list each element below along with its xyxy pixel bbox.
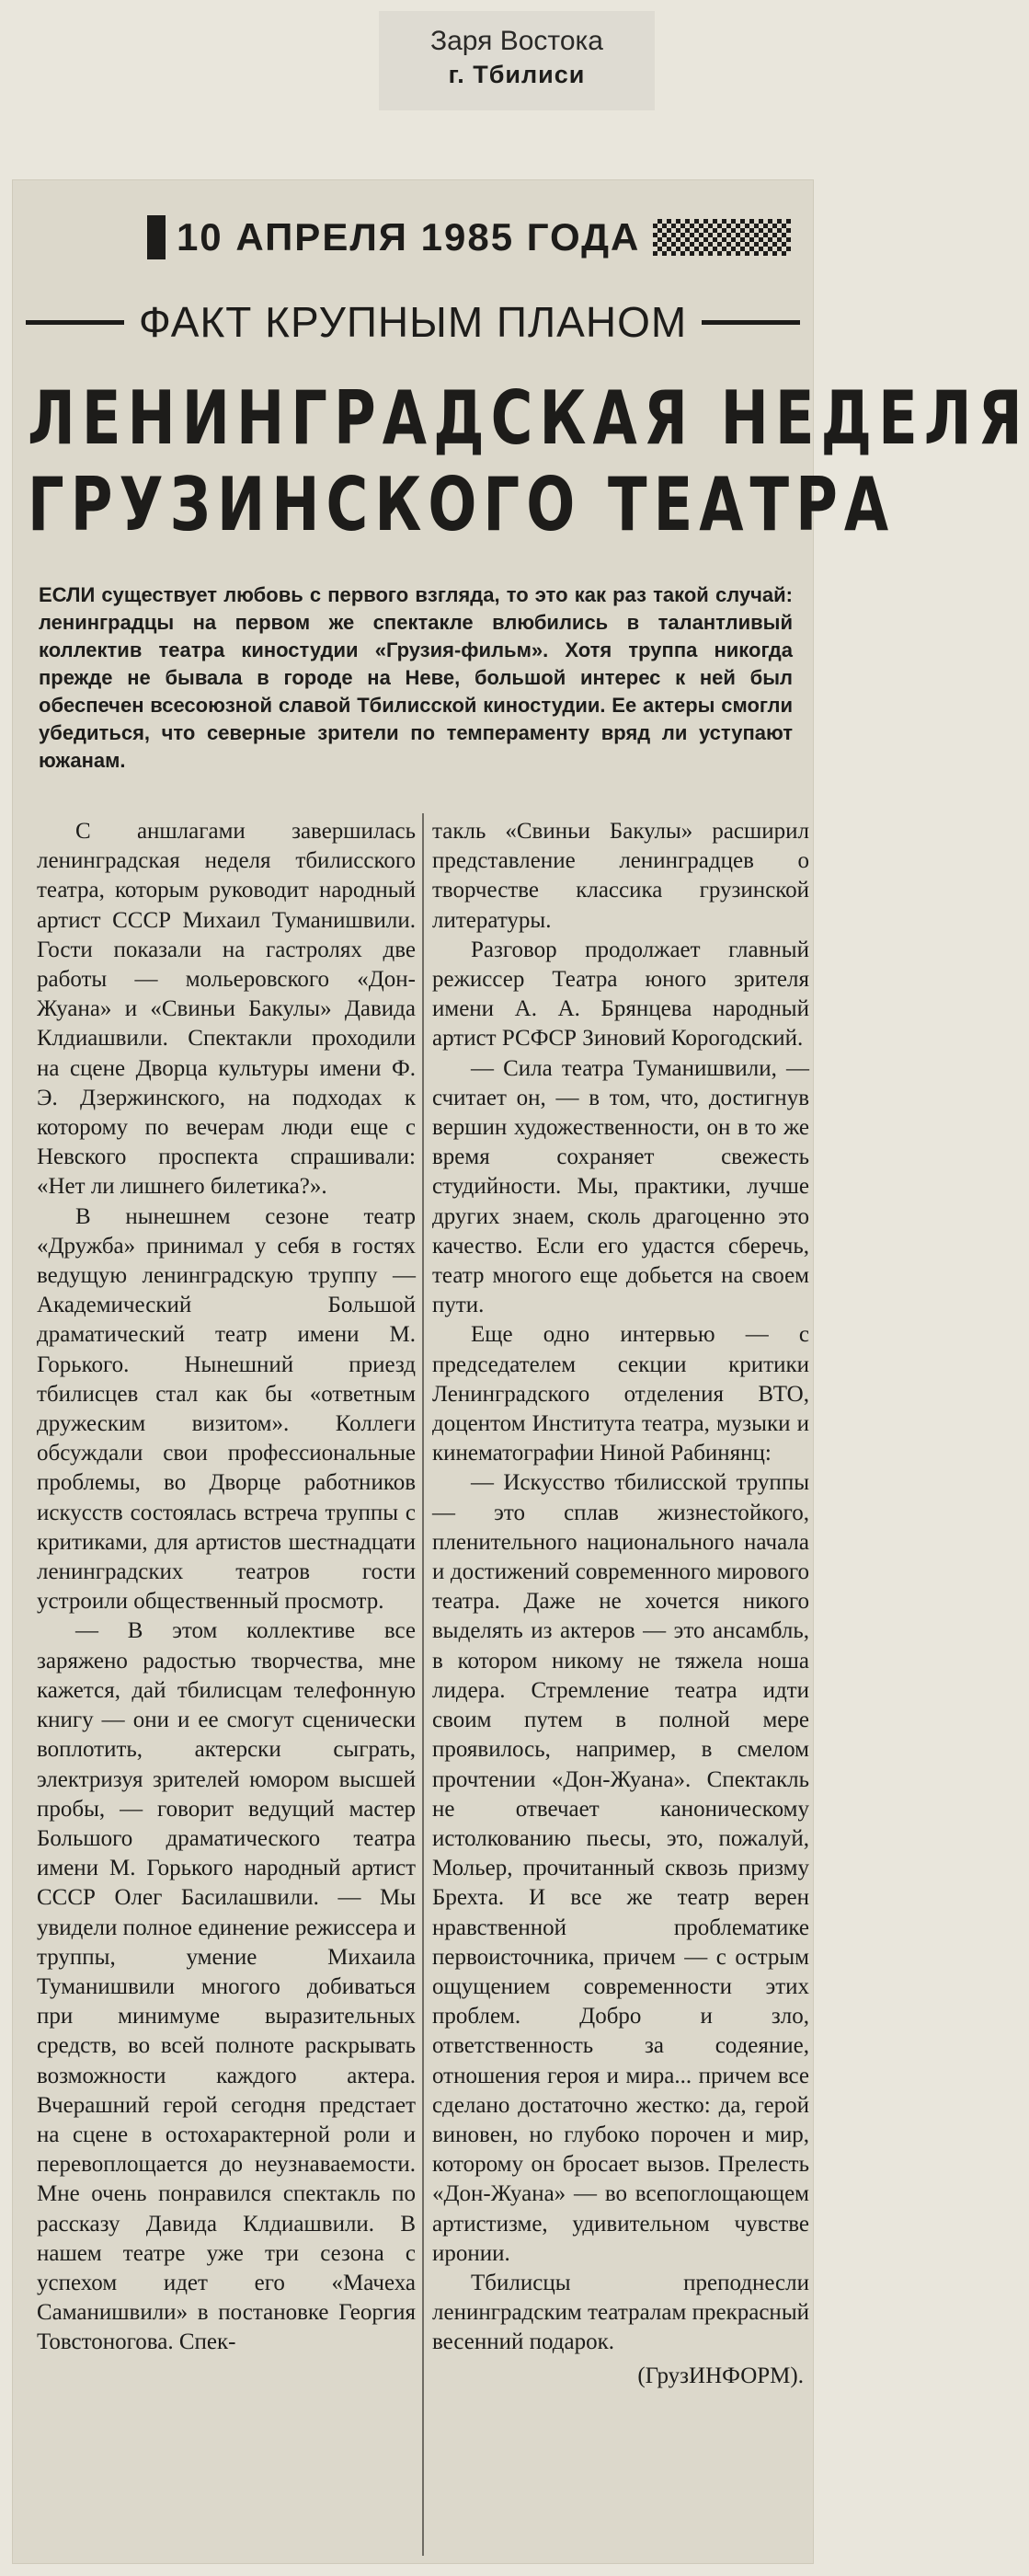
paragraph: — В этом коллективе все заряжено радостью творчества, мне кажется, дай тбилисцам телефонную книгу — они и ее смогут сценически воплотить, актерски сыграть, электризуя зрителей юмором высшей пробы, — говорит ведущий мастер Большого драматического театра имени М. Горького народный артист СССР Олег Басилашвили. — Мы увидели полное единение режиссера и труппы, умение Михаила Туманишвили многого добиваться при минимуме выразительных средств, во всей полноте раскрывать возможности каждого актера. Вчерашний герой сегодня предстает на сцене в остохарактерной роли и перевоплощается до неузнаваемости. Мне очень понравился спектакль по рассказу Давида Клдиашвили. В нашем театре уже три сезона с успехом идет его «Мачеха Саманишвили» в постановке Георгия Товстоногова. Спек- <box>37 1618 416 2355</box>
left-column <box>37 817 416 2358</box>
date-bar-ornament <box>147 215 166 259</box>
headline-line-2: ГРУЗИНСКОГО ТЕАТРА <box>28 462 896 548</box>
issue-date: 10 АПРЕЛЯ 1985 ГОДА <box>176 215 641 259</box>
stamp-city: г. Тбилиси <box>448 61 586 88</box>
column-divider <box>422 813 424 2556</box>
rubric-rule-right <box>702 320 800 325</box>
right-column <box>432 817 809 2391</box>
paragraph: Еще одно интервью — с председателем секции критики Ленинградского отделения ВТО, доцентом Института театра, музыки и кинематографии Ниной Рабинянц: <box>432 1322 809 1466</box>
paragraph: Разговор продолжает главный режиссер Театра юного зрителя имени А. А. Брянцева народный артист РСФСР Зиновий Корогодский. <box>432 937 809 1052</box>
headline-line-1: ЛЕНИНГРАДСКАЯ НЕДЕЛЯ <box>28 375 1029 461</box>
stamp-newspaper-name: Заря Востока <box>430 26 603 56</box>
archive-stamp <box>379 11 655 110</box>
rubric-rule-left <box>26 320 124 325</box>
news-agency-signature: (ГрузИНФОРМ). <box>637 2363 804 2388</box>
rubric <box>26 296 800 348</box>
checker-ornament <box>653 219 791 256</box>
paragraph: — Искусство тбилисской труппы — это сплав жизнестойкого, пленительного национального начала и достижений современного мирового театра. Даже не хочется никого выделять из актеров — это ансамбль, в котором никому не тяжела ноша лидера. Стремление театра идти своим путем в полной мере проявилось, например, в смелом прочтении «Дон-Жуана». Спектакль не отвечает каноническому истолкованию пьесы, это, пожалуй, Мольер, прочитанный сквозь призму Брехта. И все же театр верен нравственной проблематике первоисточника, причем — с острым ощущением современности этих проблем. Добро и зло, ответственность за содеяние, отношения героя и мира... причем все сделано достаточно жестко: да, герой виновен, но глубоко порочен и мир, которому он бросает вызов. Прелесть «Дон-Жуана» — во всепоглощающем артистизме, удивительном чувстве иронии. <box>432 1470 809 2266</box>
paragraph: Тбилисцы преподнесли ленинградским театралам прекрасный весенний подарок. <box>432 2270 809 2355</box>
rubric-title: ФАКТ КРУПНЫМ ПЛАНОМ <box>138 298 688 346</box>
article-lead: ЕСЛИ существует любовь с первого взгляда, то это как раз такой случай: ленинградцы на первом же спектакле влюбились в талантливый коллектив театра киностудии «Грузия-фильм». Хотя труппа никогда прежде не бывала в городе на Неве, большой интерес к ней был обеспечен всесоюзной славой Тбилисской киностудии. Ее актеры смогли убедиться, что северные зрители по темпераменту вряд ли уступают южанам. <box>39 583 793 772</box>
paragraph: — Сила театра Туманишвили, — считает он, — в том, что, достигнув вершин художественности, он в то же время сохраняет свежесть студийности. Мы, практики, лучше других знаем, сколь драгоценно это качество. Если его удастся сберечь, театр многого еще добьется на своем пути. <box>432 1055 809 1318</box>
paragraph: С аншлагами завершилась ленинградская неделя тбилисского театра, которым руководит народный артист СССР Михаил Туманишвили. Гости показали на гастролях две работы — мольеровского «Дон-Жуана» и «Свиньи Бакулы» Давида Клдиашвили. Спектакли проходили на сцене Дворца культуры имени Ф. Э. Дзержинского, на подходах к которому по вечерам люди еще с Невского проспекта спрашивали: «Нет ли лишнего билетика?». <box>37 819 416 1200</box>
paragraph: В нынешнем сезоне театр «Дружба» принимал у себя в гостях ведущую ленинградскую труппу — Академический Большой драматический театр имени М. Горького. Нынешний приезд тбилисцев стал как бы «ответным дружеским визитом». Коллеги обсуждали свои профессиональные проблемы, во Дворце работников искусств состоялась встреча труппы с критиками, для артистов шестнадцати ленинградских театров гости устроили общественный просмотр. <box>37 1203 416 1615</box>
article-headline <box>28 375 1029 549</box>
date-line <box>147 208 791 267</box>
paragraph: такль «Свиньи Бакулы» расширил представление ленинградцев о творчестве классика грузинской литературы. <box>432 819 809 933</box>
